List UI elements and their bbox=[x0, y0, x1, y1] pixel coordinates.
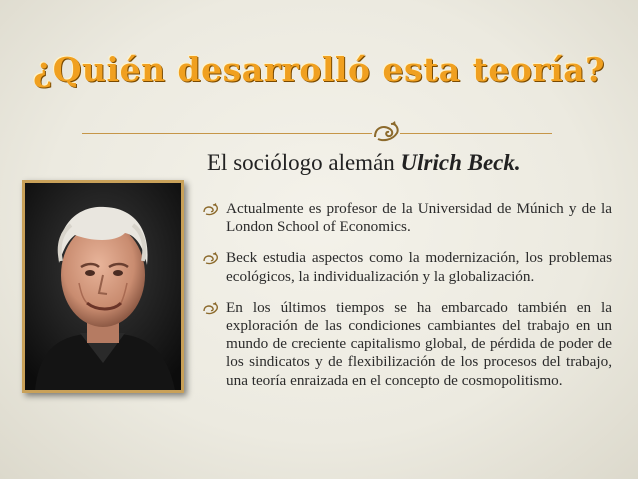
title-divider-left bbox=[82, 133, 372, 134]
scroll-ornament-icon bbox=[202, 251, 219, 265]
bullet-text: Beck estudia aspectos como la modernización, los problemas ecológicos, la individualización y la globalización. bbox=[226, 249, 612, 285]
bullet-text: En los últimos tiempos se ha embarcado también en la exploración de las condiciones cambiantes del trabajo en un mundo de creciente capitalismo global, de pérdida de poder de los sindicatos y de flexibilización de los procesos del trabajo, una teoría enraizada en el concepto de cosmopolitismo. bbox=[226, 298, 612, 389]
subtitle bbox=[207, 150, 521, 176]
list-item bbox=[200, 200, 612, 236]
subtitle-prefix: El sociólogo alemán bbox=[207, 150, 401, 175]
bullet-text: Actualmente es profesor de la Universidad de Múnich y de la London School of Economics. bbox=[226, 200, 612, 236]
list-item bbox=[200, 299, 612, 390]
scroll-ornament-icon bbox=[372, 117, 400, 145]
list-item bbox=[200, 249, 612, 285]
scroll-ornament-icon bbox=[202, 301, 219, 315]
scroll-ornament-icon bbox=[202, 202, 219, 216]
slide-title: ¿Quién desarrolló esta teoría? bbox=[32, 50, 606, 89]
title-divider-right bbox=[400, 133, 552, 134]
bullet-list bbox=[200, 200, 612, 403]
subtitle-name: Ulrich Beck. bbox=[400, 150, 521, 175]
portrait-photo bbox=[22, 180, 184, 393]
